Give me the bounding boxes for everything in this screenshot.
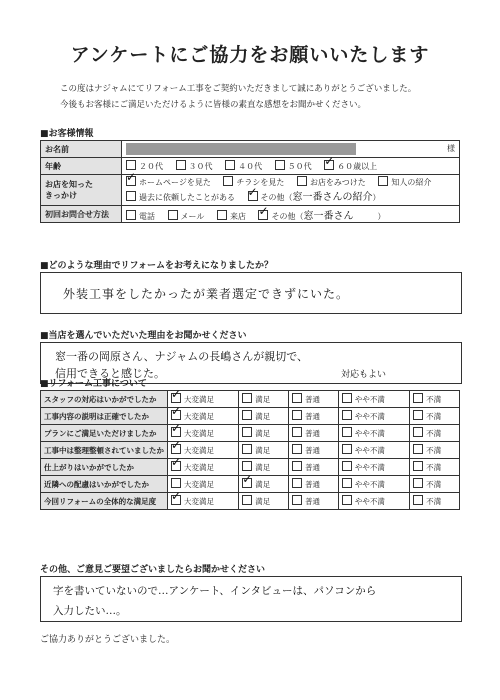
contact-label: 初回お問合せ方法 [41, 206, 122, 223]
rating-option-label: 普通 [305, 429, 321, 438]
rating-option-label: やや不満 [354, 412, 385, 421]
rating-option-label: 普通 [305, 480, 321, 489]
checkbox[interactable] [413, 495, 423, 505]
rating-option-label: 不満 [426, 446, 442, 455]
rating-option[interactable] [410, 442, 460, 459]
q1-answer-box[interactable] [40, 272, 462, 314]
rating-option-label: やや不満 [354, 429, 385, 438]
contact-phone[interactable]: 電話 [126, 210, 155, 222]
rating-option[interactable] [289, 408, 339, 425]
rating-option[interactable] [289, 442, 339, 459]
page-title: アンケートにご協力をお願いいたします [70, 44, 430, 66]
checkbox[interactable] [342, 410, 352, 420]
rating-option-label: 満足 [255, 395, 271, 404]
checkbox-checked[interactable] [171, 427, 181, 437]
rating-row [41, 442, 460, 459]
checkbox[interactable] [292, 478, 302, 488]
rating-option[interactable] [410, 408, 460, 425]
rating-option[interactable] [338, 459, 409, 476]
checkbox[interactable] [275, 160, 285, 170]
checkbox[interactable] [126, 160, 136, 170]
q3-answer-box[interactable] [40, 576, 462, 622]
rating-row [41, 391, 460, 408]
trigger-past-request[interactable]: 過去に依頼したことがある [126, 190, 235, 205]
checkbox[interactable] [342, 495, 352, 505]
checkbox[interactable] [217, 210, 227, 220]
trigger-found-store[interactable]: お店をみつけた [297, 175, 366, 190]
rating-option-label: 満足 [255, 429, 271, 438]
checkbox[interactable] [242, 461, 252, 471]
rating-option-label: やや不満 [354, 395, 385, 404]
checkbox[interactable] [292, 410, 302, 420]
checkbox-checked[interactable] [171, 461, 181, 471]
rating-option-label: 普通 [305, 395, 321, 404]
trigger-other[interactable]: ✓ その他（窓一番さんの紹介） [248, 190, 381, 205]
checkbox[interactable] [413, 427, 423, 437]
rating-option[interactable] [410, 459, 460, 476]
rating-option-label: 大変満足 [184, 412, 214, 421]
rating-option[interactable] [168, 493, 239, 510]
q1-answer-text: 外装工事をしたかったが業者選定できずにいた。 [63, 287, 350, 301]
age-option-30s[interactable]: ３０代 [176, 160, 213, 172]
contact-other[interactable]: ✓ その他（窓一番さん ） [258, 207, 385, 222]
rating-option[interactable] [338, 408, 409, 425]
footer-thanks: ご協力ありがとうございました。 [40, 635, 176, 645]
checkbox-checked[interactable] [171, 393, 181, 403]
checkbox[interactable] [176, 160, 186, 170]
rating-option[interactable] [338, 493, 409, 510]
rating-option-label: 普通 [305, 446, 321, 455]
age-option-20s[interactable]: ２０代 [126, 160, 163, 172]
rating-option-label: 大変満足 [184, 480, 214, 489]
rating-option-label: 不満 [426, 412, 442, 421]
rating-question: 今回リフォームの全体的な満足度 [41, 493, 168, 510]
checkbox[interactable] [297, 176, 307, 186]
checkbox[interactable] [413, 478, 423, 488]
checkbox-checked[interactable] [171, 444, 181, 454]
trigger-other-text: 窓一番さんの紹介 [292, 192, 373, 203]
checkbox[interactable] [342, 444, 352, 454]
q1-heading: ■どのような理由でリフォームをお考えになりましたか？ [40, 261, 274, 271]
rating-option-label: 満足 [255, 446, 271, 455]
contact-email[interactable]: メール [168, 210, 205, 222]
checkbox[interactable] [413, 393, 423, 403]
rating-option[interactable] [410, 476, 460, 493]
rating-question: プランにご満足いただけましたか [41, 425, 168, 442]
rating-option-label: 大変満足 [184, 497, 214, 506]
rating-option[interactable] [239, 391, 289, 408]
rating-option-label: 普通 [305, 412, 321, 421]
intro-line-2: 今後もお客様にご満足いただけるように皆様の素直な感想をお聞かせください。 [60, 100, 367, 110]
rating-row [41, 493, 460, 510]
rating-question: 工事内容の説明は正確でしたか [41, 408, 168, 425]
customer-info-table [40, 140, 460, 223]
rating-question: 近隣への配慮はいかがでしたか [41, 476, 168, 493]
checkbox-checked[interactable] [242, 478, 252, 488]
rating-option-label: やや不満 [354, 497, 385, 506]
checkbox[interactable] [242, 444, 252, 454]
checkbox[interactable] [292, 393, 302, 403]
name-suffix: 様 [447, 144, 455, 153]
rating-option[interactable] [168, 459, 239, 476]
age-label: 年齢 [41, 158, 122, 175]
rating-option-label: やや不満 [354, 480, 385, 489]
q2-heading: ■当店を選んでいただいた理由をお聞かせください [40, 331, 247, 341]
trigger-flyer[interactable]: チラシを見た [223, 175, 284, 190]
rating-row [41, 408, 460, 425]
rating-heading: ■リフォーム工事について [40, 379, 147, 389]
checkbox[interactable] [292, 495, 302, 505]
checkbox-checked[interactable] [248, 191, 258, 201]
rating-option-label: 大変満足 [184, 395, 214, 404]
contact-options [122, 206, 460, 223]
age-options [122, 158, 460, 175]
q3-answer-line-1: 字を書いていないので…アンケート、インタビューは、パソコンから [53, 585, 377, 597]
rating-option[interactable] [239, 493, 289, 510]
rating-option-label: 不満 [426, 429, 442, 438]
checkbox-checked[interactable] [126, 176, 136, 186]
checkbox[interactable] [342, 461, 352, 471]
checkbox[interactable] [342, 427, 352, 437]
checkbox[interactable] [378, 176, 388, 186]
contact-other-text: 窓一番さん [303, 210, 354, 222]
rating-option-label: 不満 [426, 497, 442, 506]
rating-option-label: 普通 [305, 463, 321, 472]
rating-table [40, 390, 460, 510]
rating-row [41, 476, 460, 493]
q2-answer-line-2: 信用できると感じた。 [55, 367, 165, 380]
q2-answer-line-1: 窓一番の岡原さん、ナジャムの長嶋さんが親切で、 [55, 350, 308, 363]
name-label: お名前 [41, 141, 122, 158]
rating-option[interactable] [239, 442, 289, 459]
redacted-name [126, 143, 356, 155]
rating-option[interactable] [289, 391, 339, 408]
rating-option-label: 満足 [255, 497, 271, 506]
checkbox[interactable] [242, 495, 252, 505]
age-option-40s[interactable]: ４０代 [225, 160, 262, 172]
checkbox-checked[interactable] [258, 210, 268, 220]
checkbox[interactable] [413, 444, 423, 454]
rating-option-label: 大変満足 [184, 463, 214, 472]
checkbox[interactable] [413, 410, 423, 420]
rating-option-label: 満足 [255, 412, 271, 421]
checkbox-checked[interactable] [171, 495, 181, 505]
q3-heading: その他、ご意見ご要望ございましたらお聞かせください [40, 565, 266, 575]
checkbox[interactable] [242, 393, 252, 403]
rating-option[interactable] [338, 476, 409, 493]
rating-option[interactable] [289, 476, 339, 493]
rating-option[interactable] [338, 391, 409, 408]
contact-visit[interactable]: 来店 [217, 210, 246, 222]
checkbox[interactable] [292, 444, 302, 454]
rating-option[interactable] [239, 408, 289, 425]
rating-option-label: 満足 [255, 480, 271, 489]
name-field[interactable] [122, 141, 460, 158]
rating-option-label: 普通 [305, 497, 321, 506]
rating-row [41, 425, 460, 442]
rating-option[interactable] [239, 425, 289, 442]
q2-answer-note: 対応もよい [341, 370, 387, 380]
rating-option[interactable] [410, 391, 460, 408]
checkbox-checked[interactable] [324, 160, 334, 170]
checkbox[interactable] [292, 461, 302, 471]
checkbox[interactable] [126, 191, 136, 201]
rating-option[interactable] [338, 442, 409, 459]
checkbox[interactable] [223, 176, 233, 186]
rating-option[interactable] [239, 476, 289, 493]
rating-option[interactable] [410, 493, 460, 510]
rating-option-label: 満足 [255, 463, 271, 472]
rating-option-label: 不満 [426, 395, 442, 404]
checkbox[interactable] [242, 410, 252, 420]
rating-option-label: やや不満 [354, 463, 385, 472]
checkbox-checked[interactable] [171, 410, 181, 420]
checkbox[interactable] [342, 478, 352, 488]
rating-option-label: 大変満足 [184, 429, 214, 438]
rating-option-label: やや不満 [354, 446, 385, 455]
rating-question: 工事中は整理整頓されていましたか [41, 442, 168, 459]
rating-option-label: 不満 [426, 463, 442, 472]
rating-option[interactable] [410, 425, 460, 442]
rating-option[interactable] [289, 459, 339, 476]
checkbox[interactable] [413, 461, 423, 471]
rating-option-label: 不満 [426, 480, 442, 489]
checkbox[interactable] [168, 210, 178, 220]
trigger-options [122, 175, 460, 206]
age-option-60plus[interactable]: ✓ ６０歳以上 [324, 160, 377, 172]
checkbox[interactable] [171, 478, 181, 488]
rating-option[interactable] [289, 425, 339, 442]
rating-option-label: 大変満足 [184, 446, 214, 455]
q3-answer-line-2: 入力したい…。 [53, 605, 127, 617]
age-option-50s[interactable]: ５０代 [275, 160, 312, 172]
trigger-referral[interactable]: 知人の紹介 [378, 175, 431, 190]
customer-info-heading: ■お客様情報 [40, 129, 94, 139]
trigger-label: お店を知った きっかけ [41, 175, 122, 206]
checkbox[interactable] [225, 160, 235, 170]
checkbox[interactable] [292, 427, 302, 437]
checkbox[interactable] [342, 393, 352, 403]
trigger-homepage[interactable]: ✓ホームページを見た [126, 175, 211, 190]
rating-question: スタッフの対応はいかがでしたか [41, 391, 168, 408]
rating-option[interactable] [338, 425, 409, 442]
intro-line-1: この度はナジャムにてリフォーム工事をご契約いただきまして誠にありがとうございました。 [60, 84, 417, 94]
rating-option[interactable] [289, 493, 339, 510]
checkbox[interactable] [242, 427, 252, 437]
rating-question: 仕上がりはいかがでしたか [41, 459, 168, 476]
checkbox[interactable] [126, 210, 136, 220]
